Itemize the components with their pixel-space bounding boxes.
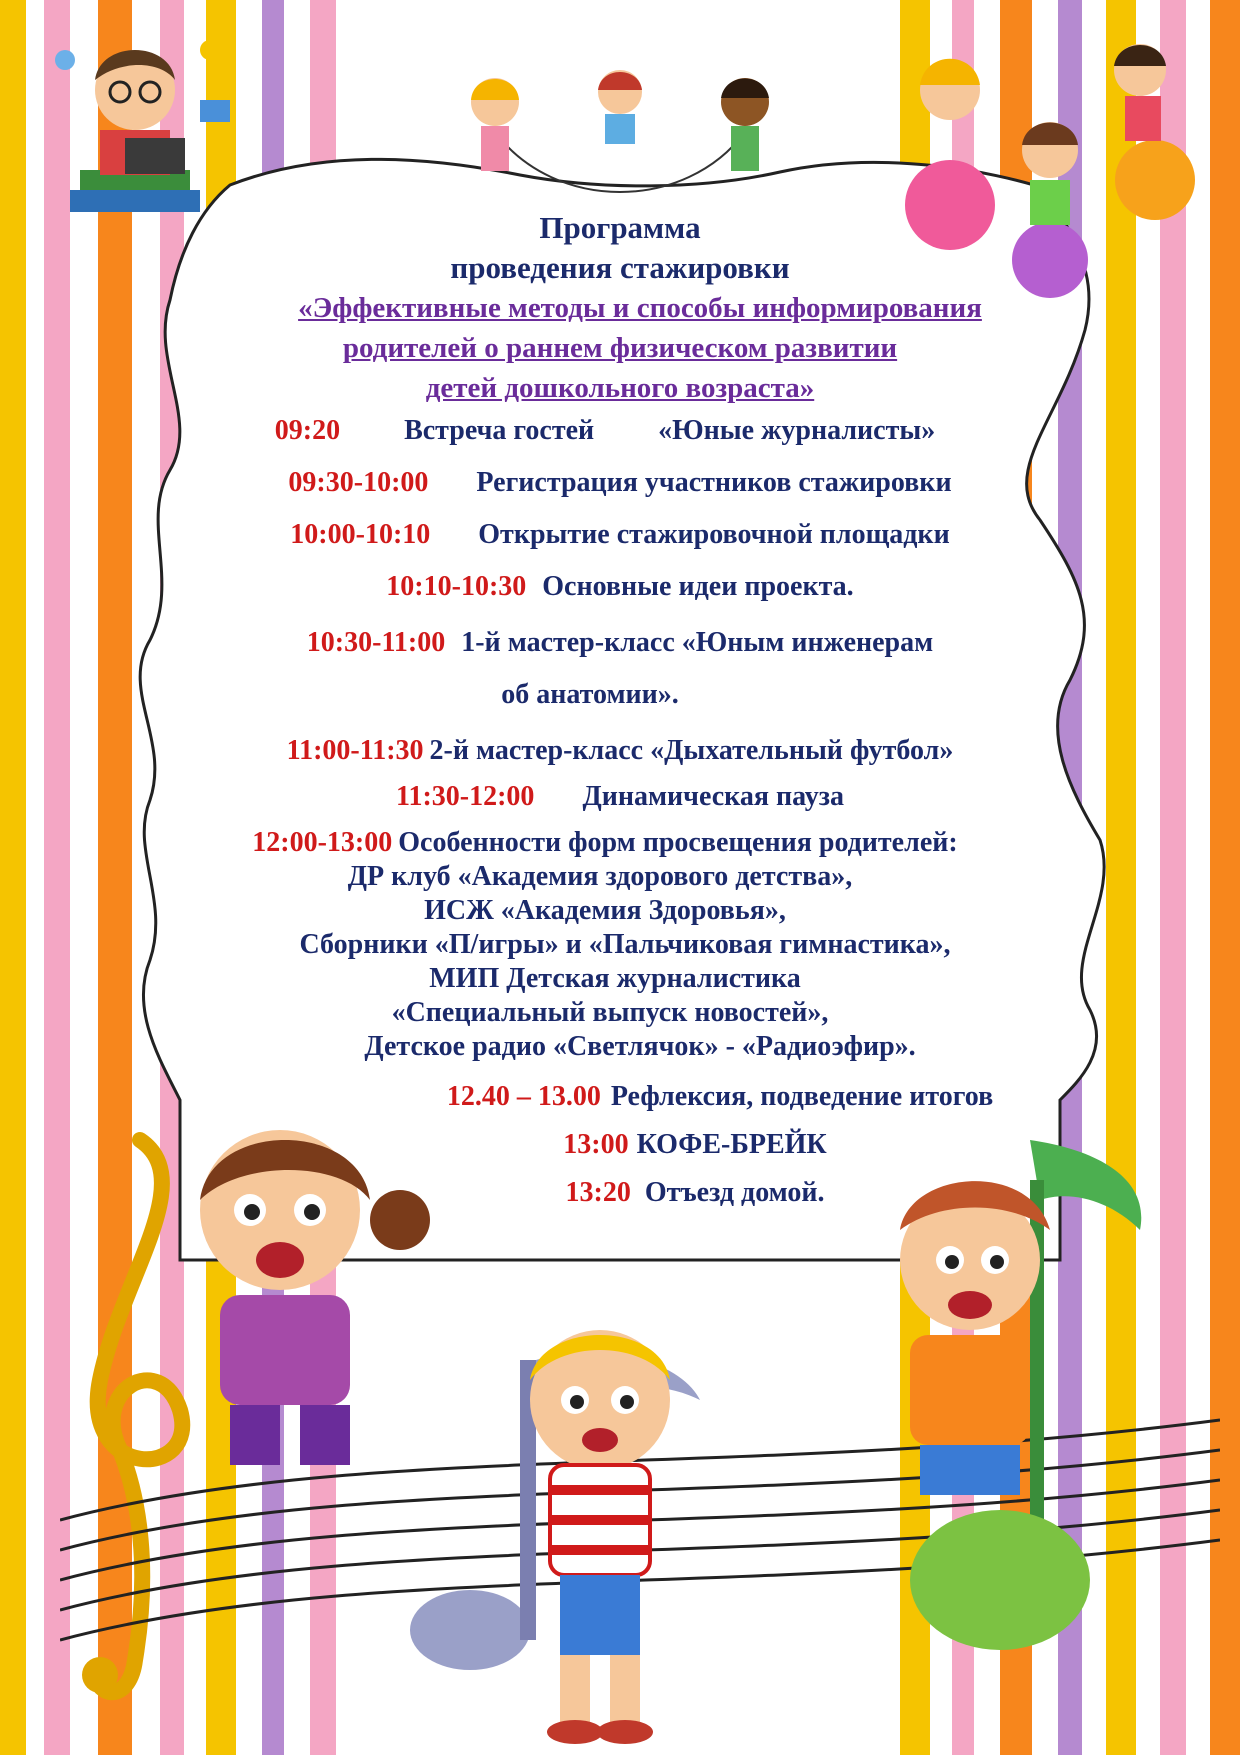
topic-line-2: родителей о раннем физическом развитии <box>342 332 898 364</box>
schedule-row <box>360 1080 1080 1114</box>
schedule-time: 12.40 – 13.00 <box>446 1081 601 1112</box>
schedule-time: 10:30-11:00 <box>306 627 446 658</box>
schedule-text: Особенности форм просвещения родителей: <box>398 827 958 858</box>
schedule-text: Основные идеи проекта. <box>542 571 854 602</box>
schedule-text: Встреча гостей <box>404 415 595 446</box>
schedule-row <box>160 734 1080 768</box>
schedule-text: КОФЕ-БРЕЙК <box>636 1129 827 1160</box>
program-content <box>160 208 1080 1210</box>
schedule-text: Отъезд домой. <box>644 1177 825 1208</box>
schedule-row <box>160 780 1080 814</box>
schedule-text: Динамическая пауза <box>582 781 844 812</box>
topic-line-1: «Эффективные методы и способы информирования <box>298 292 982 324</box>
schedule-text: Регистрация участников стажировки <box>476 467 952 498</box>
schedule-text: 1-й мастер-класс «Юным инженерам <box>461 627 934 658</box>
boy-on-note-illustration <box>400 1300 760 1755</box>
schedule-time: 10:10-10:30 <box>386 571 527 602</box>
schedule-detail: МИП Детская журналистика <box>429 963 801 994</box>
schedule-time: 13:20 <box>565 1177 631 1208</box>
schedule-time: 09:20 <box>274 415 341 446</box>
schedule-time: 12:00-13:00 <box>252 827 393 858</box>
schedule-row <box>160 570 1080 604</box>
schedule-detail: ИСЖ «Академия Здоровья», <box>424 895 786 926</box>
schedule <box>160 414 1080 1210</box>
schedule-text: Открытие стажировочной площадки <box>478 519 950 550</box>
schedule-row <box>160 518 1080 552</box>
schedule-text: 2-й мастер-класс «Дыхательный футбол» <box>429 735 954 766</box>
boy-with-laptop-illustration <box>40 20 240 230</box>
schedule-time: 09:30-10:00 <box>288 467 429 498</box>
program-subtitle: проведения стажировки <box>450 250 790 285</box>
schedule-row <box>130 826 1080 860</box>
schedule-time: 11:00-11:30 <box>286 735 424 766</box>
schedule-time: 13:00 <box>563 1129 629 1160</box>
schedule-text: Рефлексия, подведение итогов <box>610 1081 994 1112</box>
schedule-time: 11:30-12:00 <box>396 781 535 812</box>
schedule-extra: «Юные журналисты» <box>658 415 936 446</box>
schedule-time: 10:00-10:10 <box>290 519 431 550</box>
schedule-detail: «Специальный выпуск новостей», <box>391 997 829 1028</box>
kids-jump-rope-illustration <box>455 62 785 212</box>
waving-boy-illustration <box>880 1140 1210 1660</box>
schedule-detail: ДР клуб «Академия здорового детства», <box>347 861 853 892</box>
topic-line-3: детей дошкольного возраста» <box>425 372 815 404</box>
schedule-row <box>160 626 1080 660</box>
program-title: Программа <box>539 210 701 245</box>
schedule-row <box>160 466 1080 500</box>
schedule-row <box>130 414 1080 448</box>
schedule-continuation: об анатомии». <box>501 679 679 710</box>
schedule-detail: Сборники «П/игры» и «Пальчиковая гимнастика», <box>299 929 951 960</box>
schedule-row <box>310 1176 1080 1210</box>
schedule-detail: Детское радио «Светлячок» - «Радиоэфир». <box>364 1031 916 1062</box>
schedule-row <box>310 1128 1080 1162</box>
